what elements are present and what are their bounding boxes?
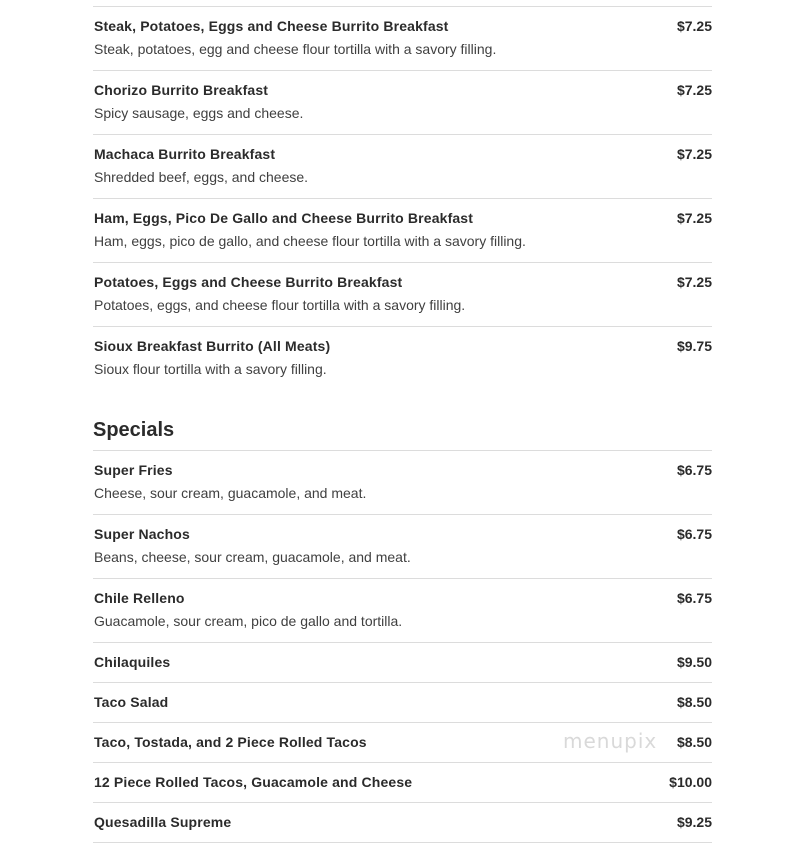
item-name: Super Fries <box>94 462 173 478</box>
menu-item[interactable] <box>93 262 712 326</box>
item-name: Steak, Potatoes, Eggs and Cheese Burrito Breakfast <box>94 18 449 34</box>
menu-item[interactable] <box>93 642 712 682</box>
item-price: $7.25 <box>676 210 712 226</box>
watermark-logo: menupix <box>563 729 658 753</box>
item-price: $6.75 <box>676 462 712 478</box>
menu-list <box>93 6 712 843</box>
item-price: $10.00 <box>669 774 712 790</box>
item-name: Quesadilla Supreme <box>94 814 232 830</box>
item-name: Potatoes, Eggs and Cheese Burrito Breakfast <box>94 274 403 290</box>
item-price: $9.25 <box>676 814 712 830</box>
menu-item[interactable] <box>93 70 712 134</box>
item-price: $6.75 <box>676 590 712 606</box>
menu-item[interactable] <box>93 578 712 642</box>
item-price: $7.25 <box>676 18 712 34</box>
item-price: $7.25 <box>676 146 712 162</box>
item-description: Steak, potatoes, egg and cheese flour tortilla with a savory filling. <box>94 41 497 57</box>
item-name: Chilaquiles <box>94 654 171 670</box>
item-price: $8.50 <box>676 694 712 710</box>
item-price: $6.75 <box>676 526 712 542</box>
item-name: Super Nachos <box>94 526 190 542</box>
item-name: Ham, Eggs, Pico De Gallo and Cheese Burrito Breakfast <box>94 210 474 226</box>
item-name: 12 Piece Rolled Tacos, Guacamole and Cheese <box>94 774 413 790</box>
item-description: Shredded beef, eggs, and cheese. <box>94 169 309 185</box>
menu-item[interactable] <box>93 450 712 514</box>
item-name: Taco, Tostada, and 2 Piece Rolled Tacos <box>94 734 367 750</box>
item-name: Machaca Burrito Breakfast <box>94 146 276 162</box>
item-description: Guacamole, sour cream, pico de gallo and tortilla. <box>94 613 403 629</box>
item-description: Ham, eggs, pico de gallo, and cheese flour tortilla with a savory filling. <box>94 233 526 249</box>
item-price: $7.25 <box>676 274 712 290</box>
section-title: Specials <box>93 419 175 441</box>
item-description: Spicy sausage, eggs and cheese. <box>94 105 304 121</box>
item-description: Cheese, sour cream, guacamole, and meat. <box>94 485 367 501</box>
menu-item[interactable] <box>93 762 712 802</box>
menu-item[interactable] <box>93 134 712 198</box>
item-name: Sioux Breakfast Burrito (All Meats) <box>94 338 331 354</box>
item-description: Beans, cheese, sour cream, guacamole, and meat. <box>94 549 411 565</box>
item-name: Taco Salad <box>94 694 169 710</box>
menu-item[interactable] <box>93 6 712 70</box>
item-name: Chorizo Burrito Breakfast <box>94 82 269 98</box>
menu-item[interactable] <box>93 682 712 722</box>
menu-item[interactable] <box>93 514 712 578</box>
item-price: $7.25 <box>676 82 712 98</box>
item-description: Potatoes, eggs, and cheese flour tortilla with a savory filling. <box>94 297 466 313</box>
menu-item[interactable] <box>93 722 712 762</box>
item-price: $9.75 <box>676 338 712 354</box>
menu-item[interactable] <box>93 198 712 262</box>
menu-item[interactable] <box>93 802 712 842</box>
item-price: $9.50 <box>676 654 712 670</box>
item-price: $8.50 <box>676 734 712 750</box>
item-description: Sioux flour tortilla with a savory filling. <box>94 361 327 377</box>
menu-item[interactable] <box>93 326 712 390</box>
item-name: Chile Relleno <box>94 590 185 606</box>
